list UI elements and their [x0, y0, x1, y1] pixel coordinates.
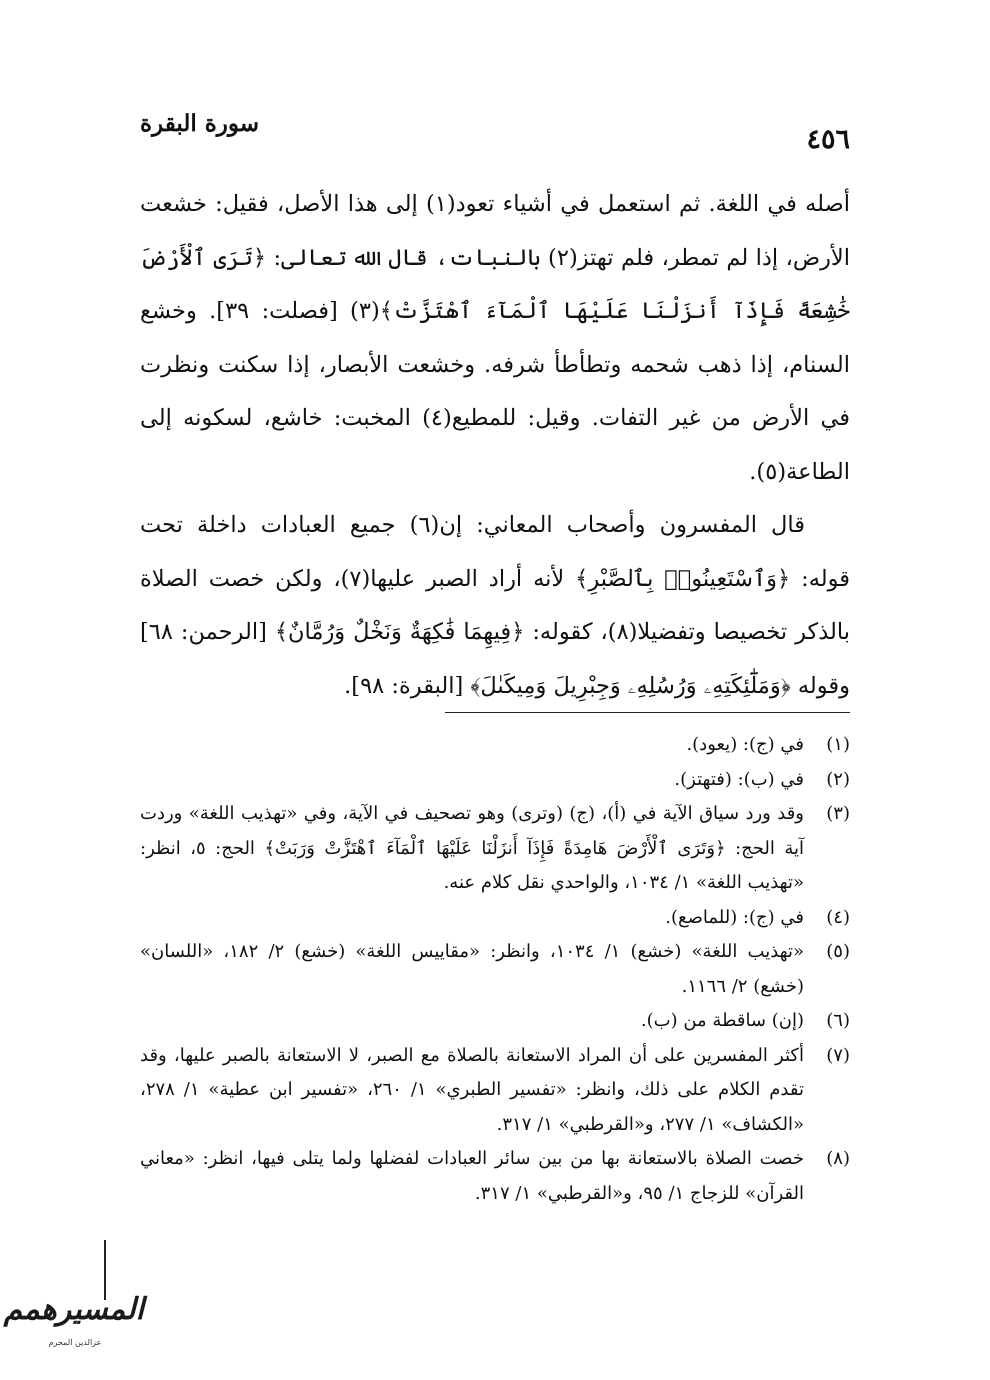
page-number: ٤٥٦: [806, 124, 850, 155]
paragraph: أصله في اللغة. ثم استعمل في أشياء تعود(١) إلى هذا الأصل، فقيل: خشعت الأرض، إذا لم تمطر، فلم تهتز(٢) بالنبات، قال الله تعالى: ﴿تَرَى ٱلْأَرْضَ خَٰشِعَةً فَإِذَآ أَنزَلْنَا عَلَيْهَا ٱلْمَآءَ ٱهْتَزَّتْ﴾(٣) [فصلت: ٣٩]. وخشع السنام، إذا ذهب شحمه وتطأطأ شرفه. وخشعت الأبصار، إذا سكنت ونظرت في الأرض من غير التفات. وقيل: للمطيع(٤) المخبت: خاشع، لسكونه إلى الطاعة(٥).: [140, 191, 850, 485]
footnote-number: (٣): [826, 803, 850, 824]
footnote-divider: [445, 712, 850, 713]
footnote: [140, 1039, 850, 1143]
logo-line: [104, 1240, 106, 1300]
footnote-text: في (ج): (يعود).: [686, 734, 804, 755]
footnote-text: في (ج): (للماصع).: [665, 906, 804, 928]
main-text: [140, 178, 850, 713]
footnote-text: (إن) ساقطة من (ب).: [640, 1010, 804, 1031]
footnote-number: (٧): [826, 1044, 850, 1066]
logo-subtitle: عزالدين المحرم: [48, 1338, 102, 1347]
page-header: [140, 110, 850, 160]
footnote: [140, 763, 850, 798]
footnote-text: وقد ورد سياق الآية في (أ)، (ج) (وترى) وهو تصحيف في الآية، وفي «تهذيب اللغة» وردت آية الحج: ﴿وَتَرَى ٱلْأَرْضَ هَامِدَةً فَإِذَآ أَنزَلْنَا عَلَيْهَا ٱلْمَآءَ ٱهْتَزَّتْ وَرَبَتْ﴾ الحج: ٥، انظر: «تهذيب اللغة» ١/ ١٠٣٤، والواحدي نقل كلام عنه.: [140, 803, 804, 893]
logo-text: المسيرهمم: [3, 1292, 144, 1327]
footnote: [140, 797, 850, 901]
footnote: [140, 728, 850, 763]
footnote: [140, 935, 850, 1004]
paragraph: قال المفسرون وأصحاب المعاني: إن(٦) جميع العبادات داخلة تحت قوله: ﴿وَٱسْتَعِينُوا۟ بِٱلصَّبْرِ﴾ لأنه أراد الصبر عليها(٧)، ولكن خصت الصلاة بالذكر تخصيصا وتفضيلا(٨)، كقوله: ﴿فِيهِمَا فَٰكِهَةٌ وَنَخْلٌ وَرُمَّانٌ﴾ [الرحمن: ٦٨] وقوله ﴿وَمَلَٰٓئِكَتِهِۦ وَرُسُلِهِۦ وَجِبْرِيلَ وَمِيكَىٰلَ﴾ [البقرة: ٩٨].: [140, 512, 850, 699]
footnotes: [140, 728, 850, 1211]
footnote-text: في (ب): (فتهتز).: [674, 768, 804, 790]
footnote-number: (٤): [826, 906, 850, 928]
publisher-logo: [0, 1240, 150, 1380]
footnote: [140, 1142, 850, 1211]
footnote-text: خصت الصلاة بالاستعانة بها من بين سائر العبادات لفضلها ولما يتلى فيها، انظر: «معاني القرآن» للزجاج ١/ ٩٥، و«القرطبي» ١/ ٣١٧.: [140, 1148, 804, 1204]
footnote-number: (٥): [826, 941, 850, 962]
footnote-text: «تهذيب اللغة» (خشع) ١/ ١٠٣٤، وانظر: «مقاييس اللغة» (خشع) ٢/ ١٨٢، «اللسان» (خشع) ٢/ ١١٦٦.: [140, 941, 804, 997]
footnote-number: (٦): [826, 1010, 850, 1031]
footnote-number: (٨): [826, 1148, 850, 1169]
footnote: [140, 901, 850, 936]
footnote-number: (١): [826, 734, 850, 755]
footnote: [140, 1004, 850, 1039]
footnote-number: (٢): [826, 768, 850, 790]
surah-title: سورة البقرة: [140, 110, 260, 137]
footnote-text: أكثر المفسرين على أن المراد الاستعانة بالصلاة مع الصبر، لا الاستعانة بالصبر عليها، وقد تقدم الكلام على ذلك، وانظر: «تفسير الطبري» ١/ ٢٦٠، «تفسير ابن عطية» ١/ ٢٧٨، «الكشاف» ١/ ٢٧٧، و«القرطبي» ١/ ٣١٧.: [140, 1044, 804, 1135]
